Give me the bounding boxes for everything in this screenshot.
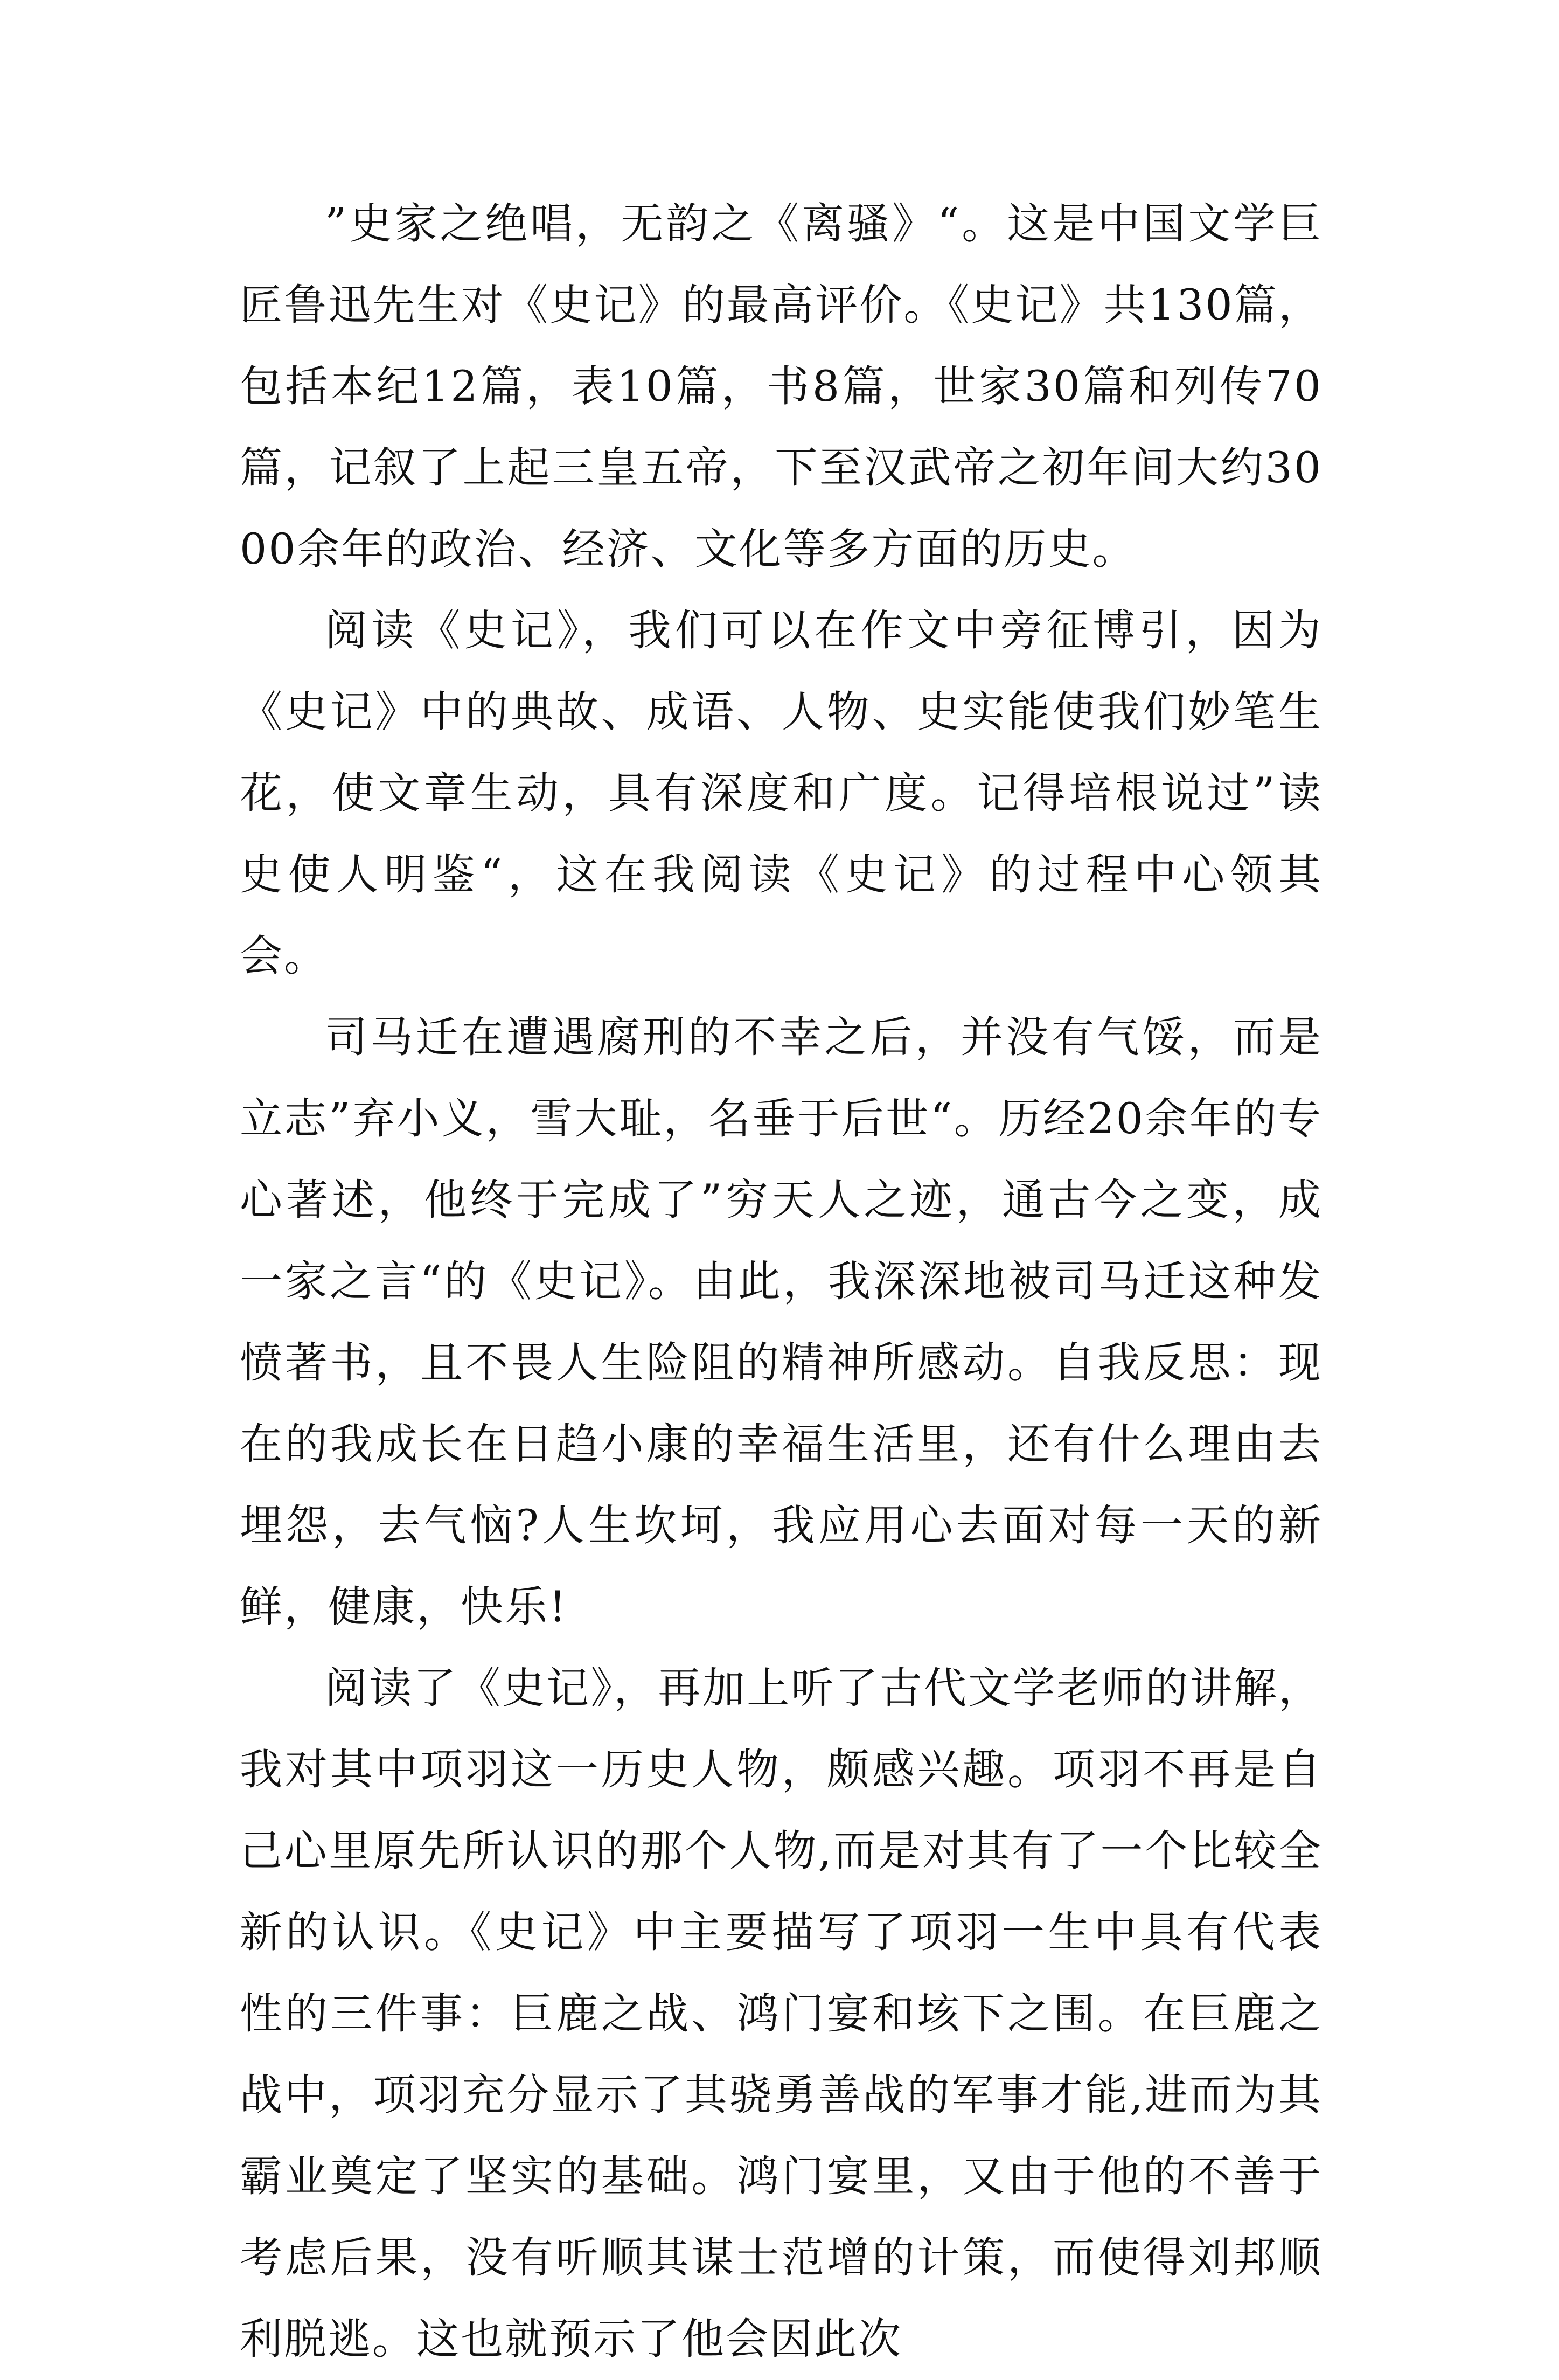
paragraph-4: 阅读了《史记》，再加上听了古代文学老师的讲解，我对其中项羽这一历史人物，颇感兴趣。项羽不再是自己心里原先所认识的那个人物,而是对其有了一个比较全新的认识。《史记》中主要描写了项羽一生中具有代表性的三件事：巨鹿之战、鸿门宴和垓下之围。在巨鹿之战中，项羽充分显示了其骁勇善战的军事才能,进而为其霸业奠定了坚实的基础。鸿门宴里，又由于他的不善于考虑后果，没有听顺其谋士范增的计策，而使得刘邦顺利脱逃。这也就预示了他会因此次	[240, 1663, 1323, 2364]
paragraph-3: 司马迁在遭遇腐刑的不幸之后，并没有气馁，而是立志”弃小义，雪大耻，名垂于后世“。历经20余年的专心著述，他终于完成了”穷天人之迹，通古今之变，成一家之言“的《史记》。由此，我深深地被司马迁这种发愤著书，且不畏人生险阻的精神所感动。自我反思：现在的我成长在日趋小康的幸福生活里，还有什么理由去埋怨，去气恼?人生坎坷，我应用心去面对每一天的新鲜，健康，快乐!	[240, 1012, 1323, 1632]
paragraph-2: 阅读《史记》，我们可以在作文中旁征博引，因为《史记》中的典故、成语、人物、史实能使我们妙笔生花，使文章生动，具有深度和广度。记得培根说过”读史使人明鉴“，这在我阅读《史记》的过程中心领其会。	[240, 606, 1323, 981]
paragraph-1: ”史家之绝唱，无韵之《离骚》“。这是中国文学巨匠鲁迅先生对《史记》的最高评价。《史记》共130篇，包括本纪12篇，表10篇，书8篇，世家30篇和列传70篇，记叙了上起三皇五帝，下至汉武帝之初年间大约3000余年的政治、经济、文化等多方面的历史。	[240, 199, 1323, 574]
body-text	[240, 183, 1323, 2380]
